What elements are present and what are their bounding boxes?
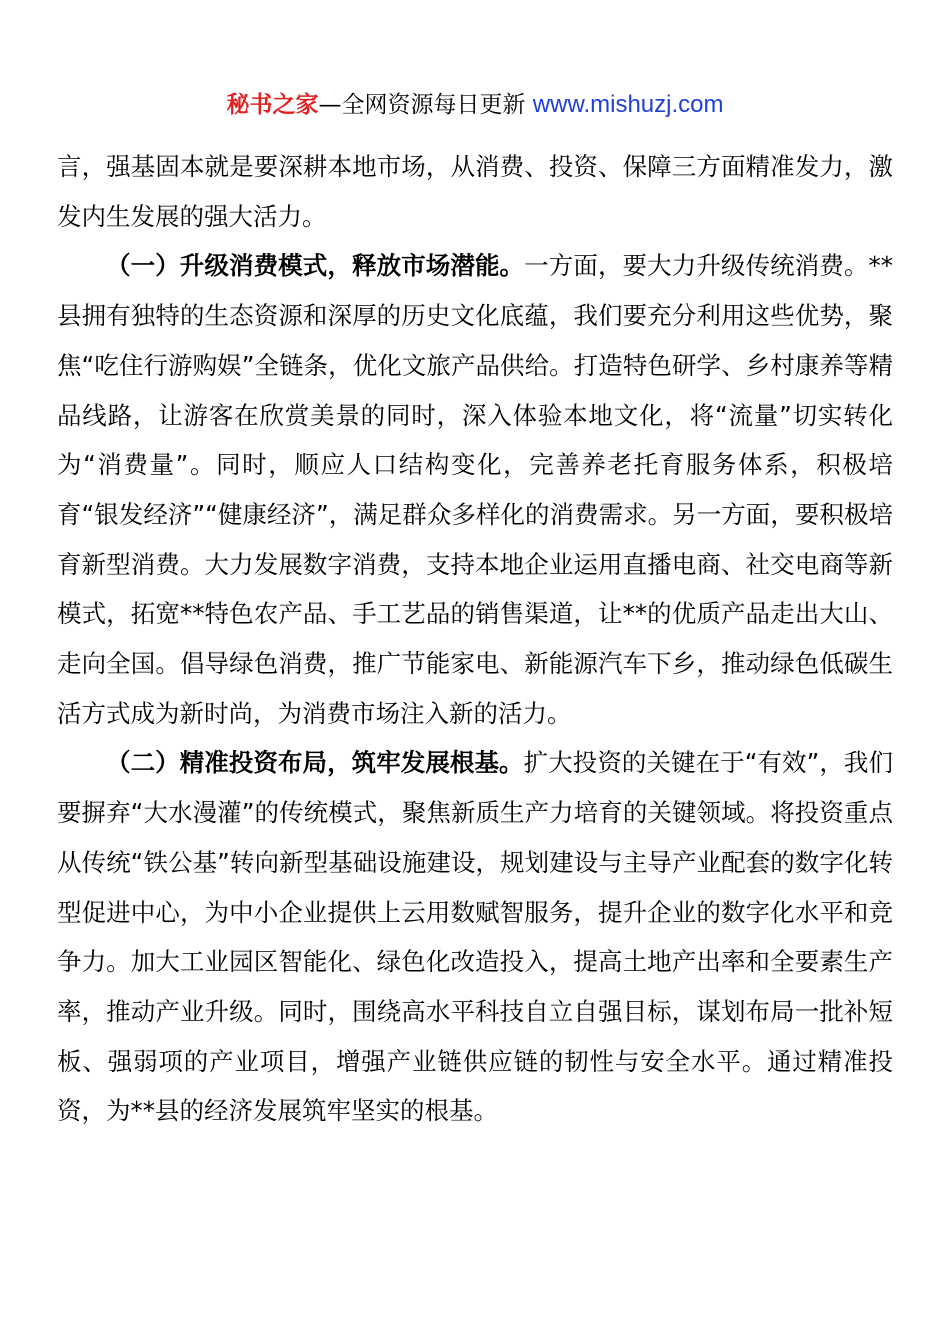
paragraph-text: 言，强基固本就是要深耕本地市场，从消费、投资、保障三方面精准发力，激发内生发展的强大活力。 xyxy=(57,152,893,231)
banner-tagline: —全网资源每日更新 xyxy=(318,92,533,118)
paragraph-investment xyxy=(57,738,893,1136)
site-banner xyxy=(0,89,950,121)
paragraph-text: 一方面，要大力升级传统消费。**县拥有独特的生态资源和深厚的历史文化底蕴，我们要充分利用这些优势，聚焦“吃住行游购娱”全链条，优化文旅产品供给。打造特色研学、乡村康养等精品线路，让游客在欣赏美景的同时，深入体验本地文化，将“流量”切实转化为“消费量”。同时，顺应人口结构变化，完善养老托育服务体系，积极培育“银发经济”“健康经济”，满足群众多样化的消费需求。另一方面，要积极培育新型消费。大力发展数字消费，支持本地企业运用直播电商、社交电商等新模式，拓宽**特色农产品、手工艺品的销售渠道，让**的优质产品走出大山、走向全国。倡导绿色消费，推广节能家电、新能源汽车下乡，推动绿色低碳生活方式成为新时尚，为消费市场注入新的活力。 xyxy=(57,251,894,728)
paragraph-text: 扩大投资的关键在于“有效”，我们要摒弃“大水漫灌”的传统模式，聚焦新质生产力培育的关键领域。将投资重点从传统“铁公基”转向新型基础设施建设，规划建设与主导产业配套的数字化转型促进中心，为中小企业提供上云用数赋智服务，提升企业的数字化水平和竞争力。加大工业园区智能化、绿色化改造投入，提高土地产出率和全要素生产率，推动产业升级。同时，围绕高水平科技自立自强目标，谋划布局一批补短板、强弱项的产业项目，增强产业链供应链的韧性与安全水平。通过精准投资，为**县的经济发展筑牢坚实的根基。 xyxy=(57,748,893,1126)
brand-name: 秘书之家 xyxy=(226,92,319,118)
section-heading-consumption: （一）升级消费模式，释放市场潜能。 xyxy=(106,251,525,281)
document-body xyxy=(57,142,893,1136)
paragraph-intro-continuation xyxy=(57,142,893,241)
site-url-link[interactable]: www.mishuzj.com xyxy=(532,91,724,118)
section-heading-investment: （二）精准投资布局，筑牢发展根基。 xyxy=(106,748,524,778)
paragraph-consumption xyxy=(57,241,893,738)
